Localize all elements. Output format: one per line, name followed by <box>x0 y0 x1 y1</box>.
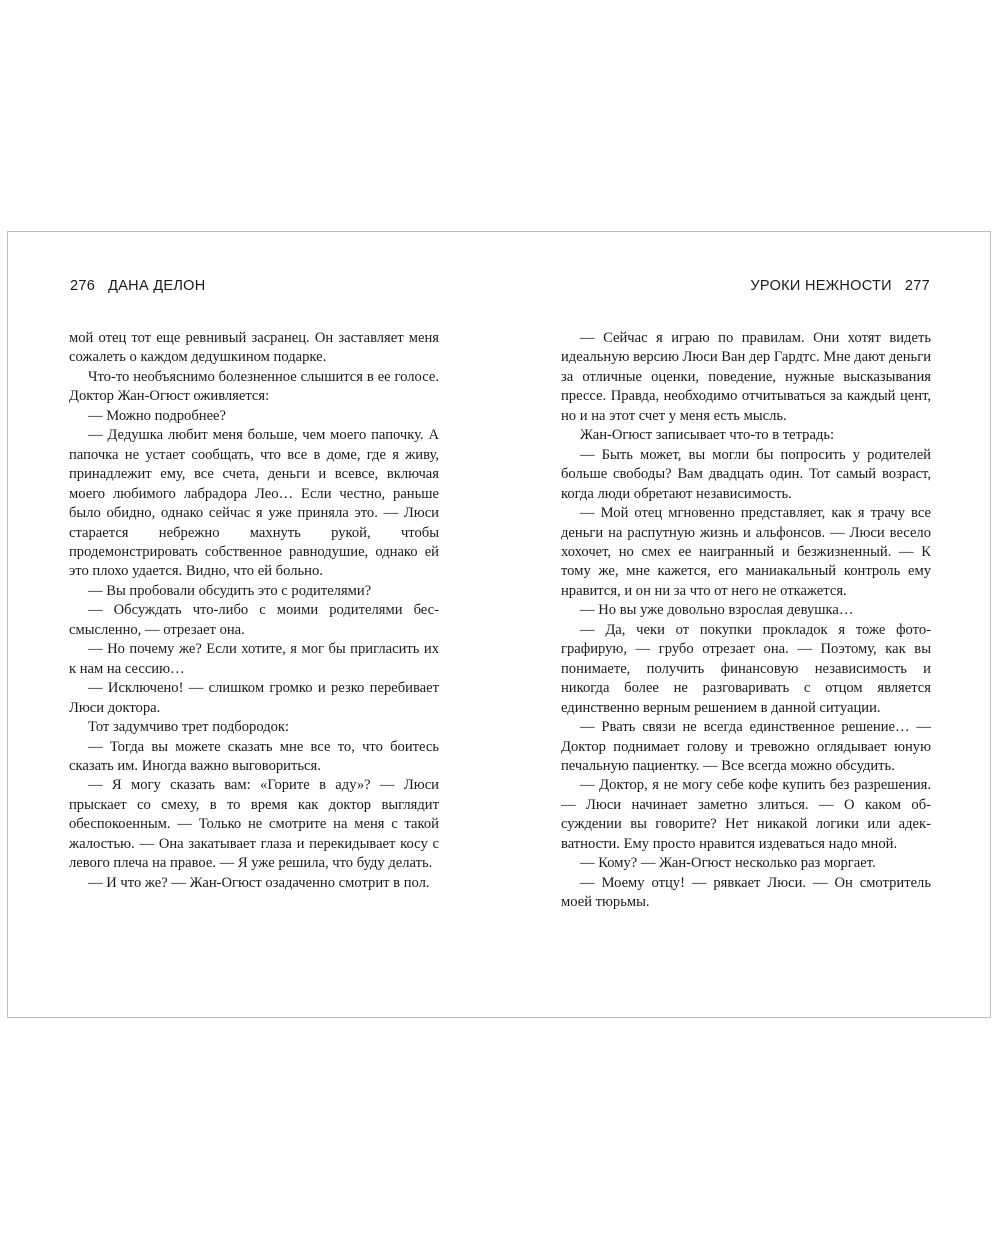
paragraph: — Кому? — Жан-Огюст несколько раз моргает. <box>580 855 876 872</box>
book-spread <box>7 231 991 1018</box>
right-running-title: УРОКИ НЕЖНОСТИ <box>750 278 892 294</box>
left-page-body <box>69 329 439 893</box>
paragraph: — Да, чеки от покупки прокладок я тоже фотографирую, — грубо отрезает она. — Поэтому, как вы понимаете, получить финансовую независимость и никогда более не разговаривать с отцом является единственно верным решением в данной ситуации. <box>561 621 931 716</box>
paragraph: — Можно подробнее? <box>88 407 226 424</box>
paragraph: — Рвать связи не всегда единственное решение… — Доктор поднимает голову и тревожно оглядывает юную печальную пациентку. — Все всегда можно обсудить. <box>561 719 931 774</box>
right-page-number: 277 <box>904 278 930 294</box>
paragraph: — Тогда вы можете сказать мне все то, что боитесь сказать им. Иногда важно выговориться. <box>69 738 439 774</box>
paragraph: Жан-Огюст записывает что-то в тетрадь: <box>580 427 835 444</box>
paragraph: Что-то необъяснимо болезненное слышится в ее голосе. Доктор Жан-Огюст оживляется: <box>69 368 439 405</box>
paragraph: мой отец тот еще ревнивый засранец. Он заставляет меня сожалеть о каждом дедушкином подарке. <box>69 330 439 366</box>
paragraph: — Сейчас я играю по правилам. Они хотят видеть идеальную версию Люси Ван дер Гардтс. Мне дают деньги за отличные оценки, поведение, нужные высказывания прессе. Правда, необходимо отчитываться за каждый цент, но и на этот счет у меня есть мысль. <box>561 330 931 424</box>
left-running-title: ДАНА ДЕЛОН <box>108 278 206 294</box>
right-page-body <box>561 329 931 913</box>
paragraph: Тот задумчиво трет подбородок: <box>88 719 290 736</box>
paragraph: — Но почему же? Если хотите, я мог бы пригласить их к нам на сессию… <box>69 641 439 677</box>
paragraph: — Дедушка любит меня больше, чем моего папочку. А папочка не устает сообщать, что все в доме, где я живу, принадлежит ему, все счета, деньги и всевсе, включая моего любимого лабрадора Лео… Если честно, раньше было обидно, однако сейчас я уже приняла это. — Люси старается небрежно махнуть рукой, чтобы продемонстрировать собственное равнодушие, однако ей это плохо удается. Видно, что ей больно. <box>69 427 439 580</box>
paragraph: — Доктор, я не могу себе кофе купить без разрешения. — Люси начинает заметно злиться. — О каком обсуждении вы говорите? Нет никакой логики или адекватности. Ему просто нравится издеваться надо мной. <box>561 777 931 852</box>
paragraph: — Исключено! — слишком громко и резко перебивает Люси доктора. <box>69 680 439 716</box>
paragraph: — Моему отцу! — рявкает Люси. — Он смотритель моей тюрьмы. <box>561 874 931 911</box>
paragraph: — Обсуждать что-либо с моими родителями бессмысленно, — отрезает она. <box>69 602 439 638</box>
paragraph: — Я могу сказать вам: «Горите в аду»? — Люси прыскает со смеху, в то время как доктор выглядит обеспокоенным. — Только не смотрите на меня с такой жалостью. — Она закатывает глаза и перекидывает косу с левого плеча на правое. — Я уже решила, что буду делать. <box>69 777 439 872</box>
paragraph: — Мой отец мгновенно представляет, как я трачу все деньги на распутную жизнь и альфонсов. — Люси весело хохочет, но смех ее наигранный и безжизненный. — К тому же, мне кажется, его маниакальный контроль ему нравится, и он ни за что от него не откажется. <box>561 505 931 599</box>
paragraph: — Но вы уже довольно взрослая девушка… <box>580 602 854 619</box>
paragraph: — Быть может, вы могли бы попросить у родителей больше свободы? Вам двадцать один. Тот самый возраст, когда люди обретают независимость. <box>561 446 931 502</box>
paragraph: — Вы пробовали обсудить это с родителями? <box>88 582 372 599</box>
left-page-header <box>70 278 206 294</box>
right-page-header <box>750 278 930 294</box>
left-page-number: 276 <box>70 278 96 294</box>
paragraph: — И что же? — Жан-Огюст озадаченно смотрит в пол. <box>88 874 430 891</box>
